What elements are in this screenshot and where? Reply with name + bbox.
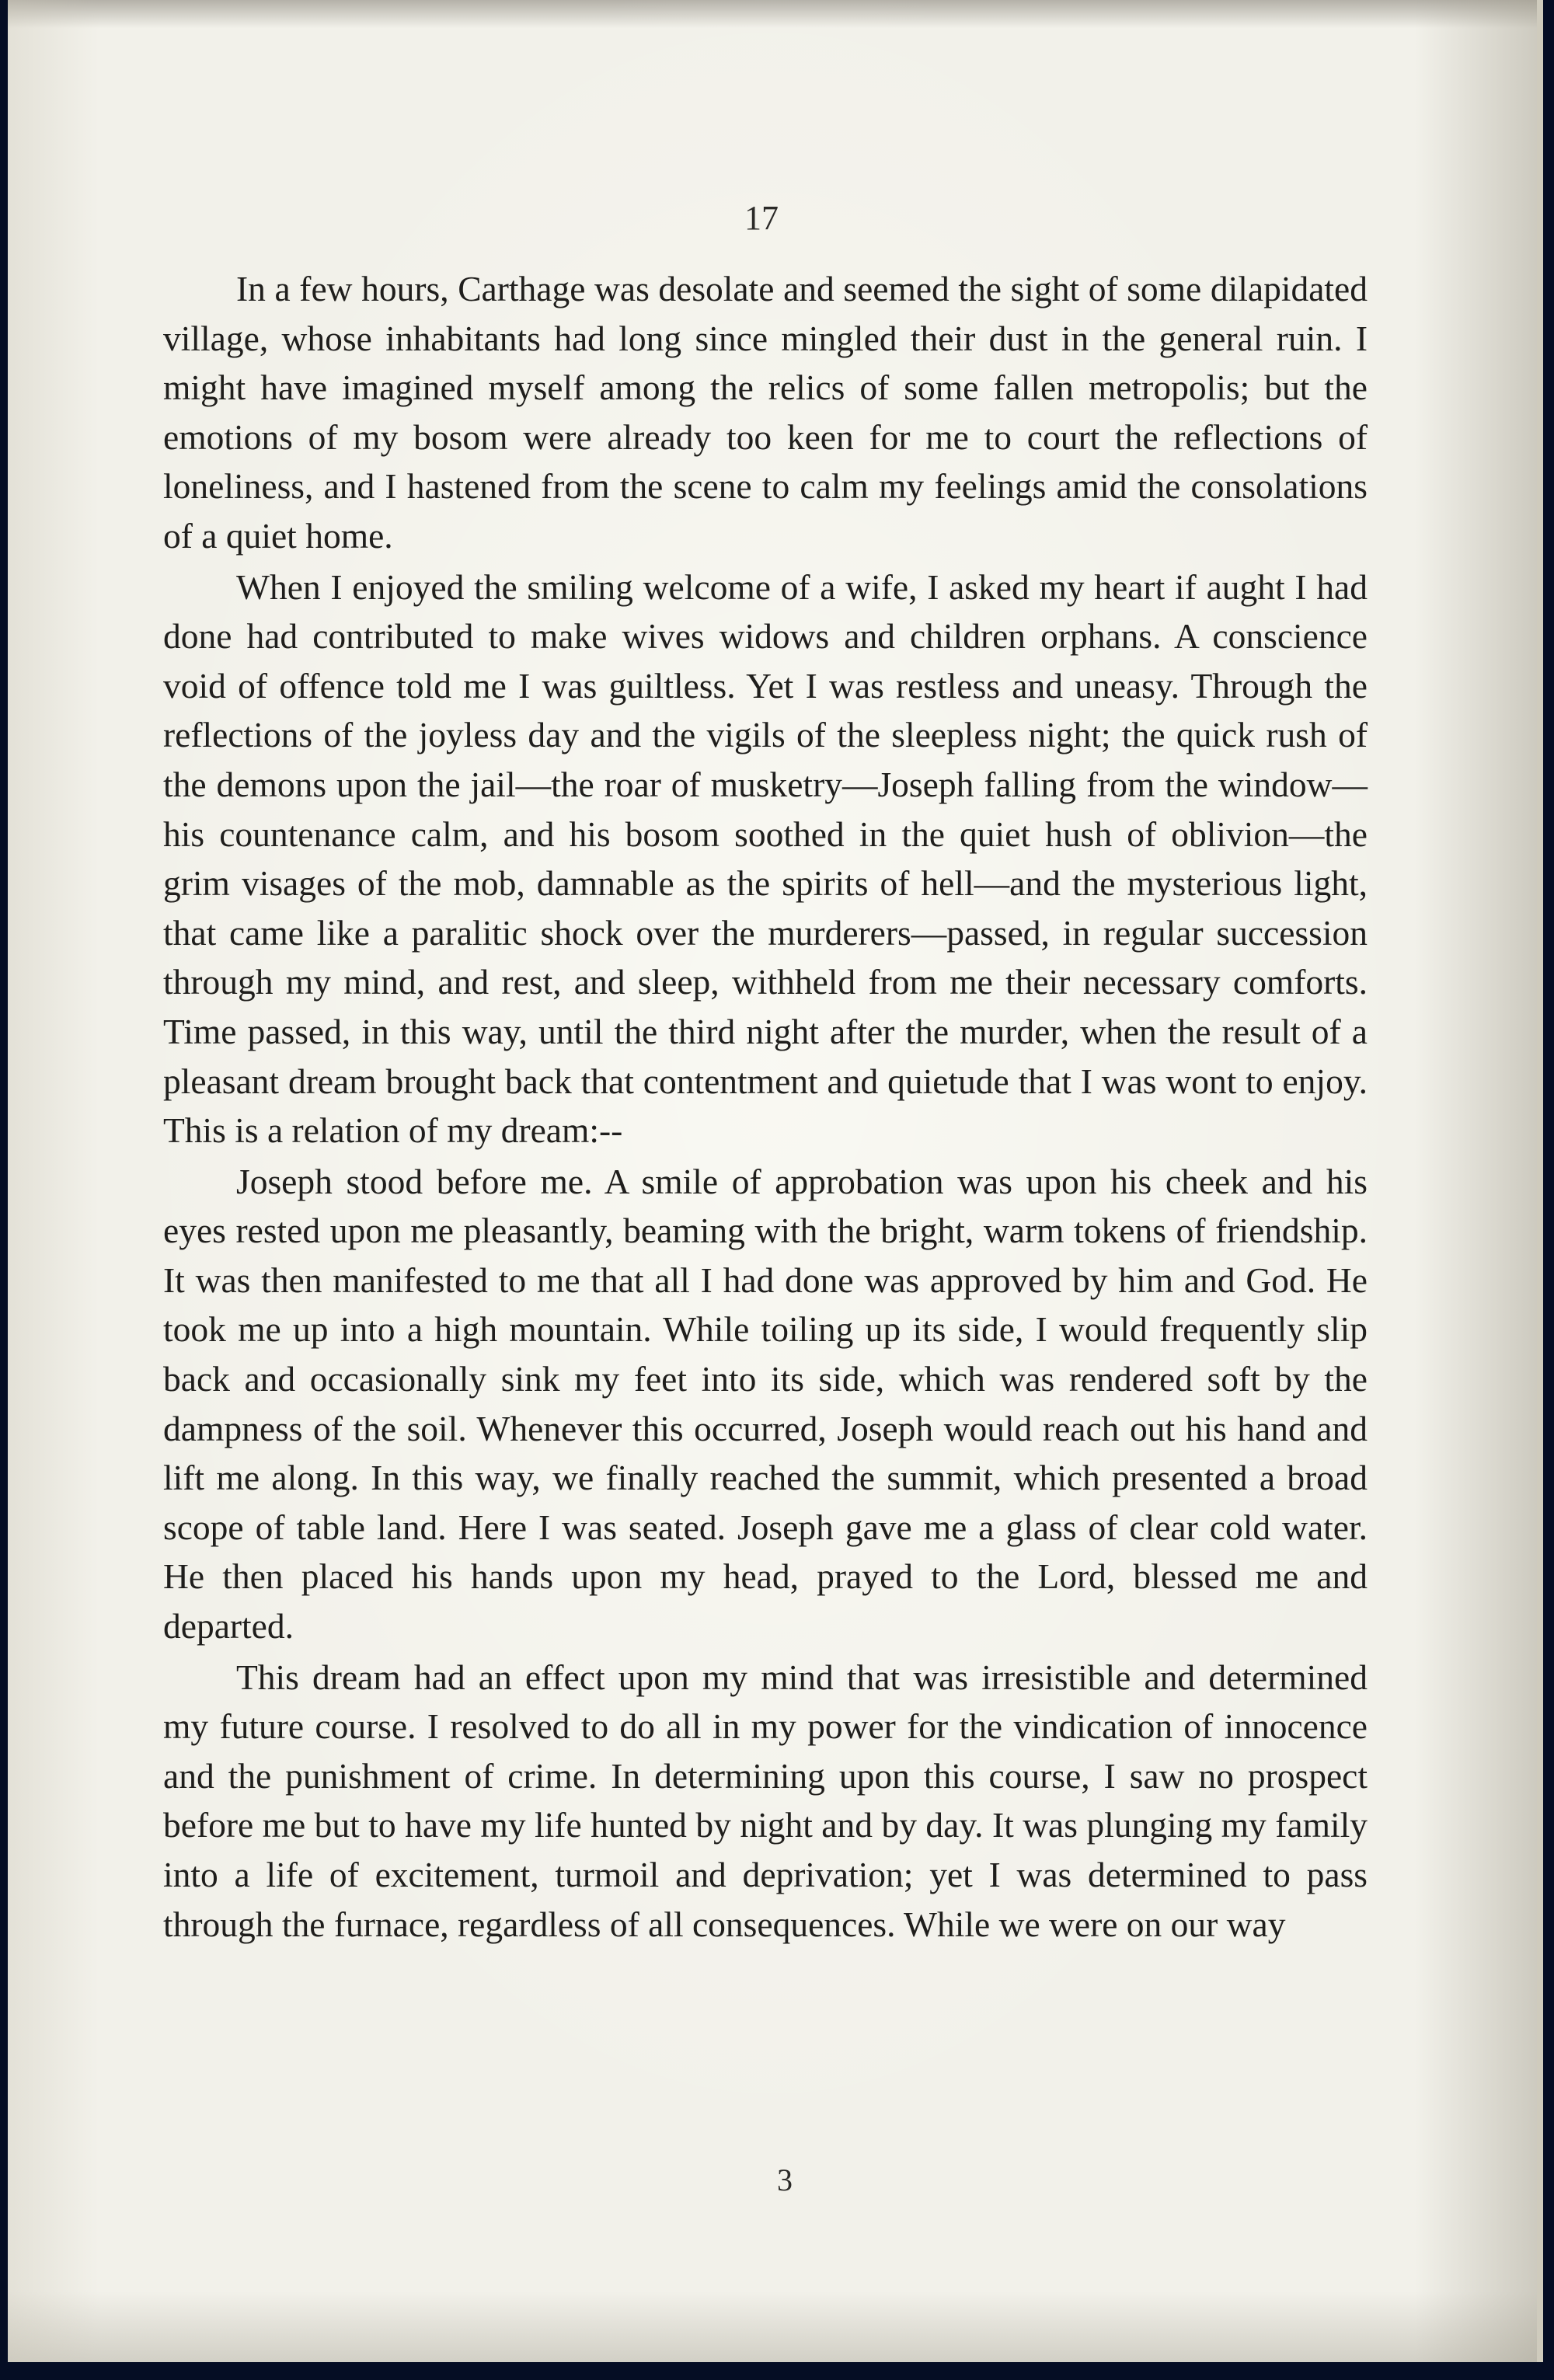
paragraph-1: In a few hours, Carthage was desolate and seemed the sight of some dilapidated village, whose inhabitants had long since mingled their dust in the general ruin. I might have imagined myself among the relics of some fallen metropolis; but the emotions of my bosom were already too keen for me to court the reflections of loneliness, and I hastened from the scene to calm my feelings amid the consolations of a quiet home.: [163, 269, 1368, 556]
paragraph-2: When I enjoyed the smiling welcome of a wife, I asked my heart if aught I had done had contributed to make wives widows and children orphans. A conscience void of offence told me I was guiltless. Yet I was restless and uneasy. Through the reflections of the joyless day and the vigils of the sleepless night; the quick rush of the demons upon the jail—the roar of musketry—Joseph falling from the window—his countenance calm, and his bosom soothed in the quiet hush of oblivion—the grim visages of the mob, damnable as the spirits of hell—and the mysterious light, that came like a paralitic shock over the murderers—passed, in regular succession through my mind, and rest, and sleep, withheld from me their necessary comforts. Time passed, in this way, until the third night after the murder, when the result of a pleasant dream brought back that contentment and quietude that I was wont to enjoy. This is a relation of my dream:--: [163, 566, 1368, 1151]
book-page: [8, 0, 1543, 2362]
page-body: [163, 264, 1368, 1950]
paragraph-4: This dream had an effect upon my mind that was irresistible and determined my future course. I resolved to do all in my power for the vindication of innocence and the punishment of crime. In determining upon this course, I saw no prospect before me but to have my life hunted by night and by day. It was plunging my family into a life of excitement, turmoil and deprivation; yet I was determined to pass through the furnace, regardless of all consequences. While we were on our way: [163, 1657, 1368, 1944]
page-number: 17: [744, 199, 779, 237]
paragraph-3: Joseph stood before me. A smile of approbation was upon his cheek and his eyes rested upon me pleasantly, beaming with the bright, warm tokens of friendship. It was then manifested to me that all I had done was approved by him and God. He took me up into a high mountain. While toiling up its side, I would frequently slip back and occasionally sink my feet into its side, which was rendered soft by the dampness of the soil. Whenever this occurred, Joseph would reach out his hand and lift me along. In this way, we finally reached the summit, which presented a broad scope of table land. Here I was seated. Joseph gave me a glass of clear cold water. He then placed his hands upon my head, prayed to the Lord, blessed me and departed.: [163, 1161, 1368, 1646]
signature-mark: 3: [777, 2162, 793, 2197]
